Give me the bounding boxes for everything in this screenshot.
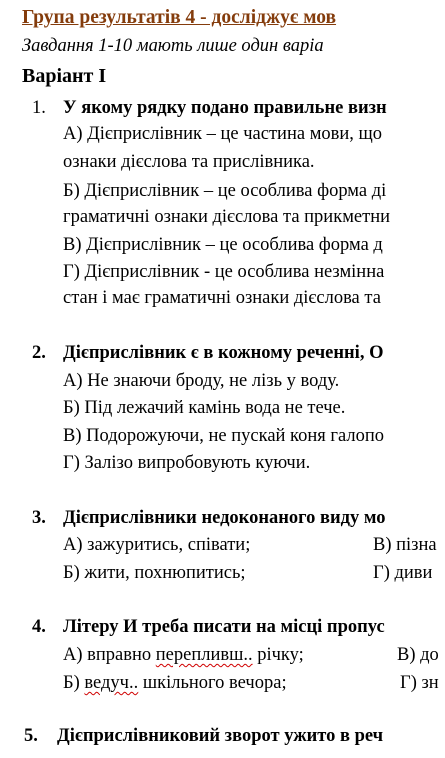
q3-option-g: Г) диви <box>373 563 433 583</box>
q1-text: У якому рядку подано правильне визн <box>63 98 387 118</box>
q4-option-a-prefix: А) вправно <box>63 645 156 665</box>
q2-text: Дієприслівник є в кожному реченні, О <box>63 343 384 363</box>
q3-number: 3. <box>32 508 46 528</box>
section-header: Група результатів 4 - досліджує мов <box>22 7 337 28</box>
q4-option-a-suffix: річку; <box>252 645 304 665</box>
q4-number: 4. <box>32 617 46 637</box>
q5-text: Дієприслівниковий зворот ужито в реч <box>57 726 384 746</box>
q5-number: 5. <box>24 726 38 746</box>
spellcheck-word: перепливш.. <box>155 645 253 665</box>
spellcheck-word: ведуч.. <box>84 673 139 693</box>
instruction-text: Завдання 1-10 мають лише один варіа <box>22 36 324 56</box>
q1-line: Г) Дієприслівник - це особлива незмінна <box>63 262 385 282</box>
q3-option-b: Б) жити, похнюпитись; <box>63 563 246 583</box>
q2-line: В) Подорожуючи, не пускай коня галопо <box>63 426 384 446</box>
q2-line: Г) Залізо випробовують куючи. <box>63 453 311 473</box>
q4-option-a <box>63 643 304 667</box>
q1-line: В) Дієприслівник – це особлива форма д <box>63 235 383 255</box>
q4-option-b-prefix: Б) <box>63 673 85 693</box>
q1-line: Б) Дієприслівник – це особлива форма ді <box>63 181 387 201</box>
q4-option-b-suffix: шкільного вечора; <box>138 673 287 693</box>
q1-line: А) Дієприслівник – це частина мови, що <box>63 124 383 144</box>
q4-option-b <box>63 671 287 695</box>
q3-option-a: А) зажуритись, співати; <box>63 535 251 555</box>
q1-line: ознаки дієслова та прислівника. <box>63 152 315 172</box>
q1-line: стан і має граматичні ознаки дієслова та <box>63 288 381 308</box>
q3-option-v: В) пізна <box>373 535 437 555</box>
q2-line: А) Не знаючи броду, не лізь у воду. <box>63 371 340 391</box>
q1-number: 1. <box>32 98 46 118</box>
q2-number: 2. <box>32 343 46 363</box>
q4-text: Літеру И треба писати на місці пропус <box>63 617 385 637</box>
variant-title: Варіант І <box>22 65 107 87</box>
q2-line: Б) Під лежачий камінь вода не тече. <box>63 398 346 418</box>
q1-line: граматичні ознаки дієслова та прикметни <box>63 207 391 227</box>
q4-option-g: Г) зн <box>400 673 439 693</box>
q3-text: Дієприслівники недоконаного виду мо <box>63 508 386 528</box>
q4-option-v: В) до <box>397 645 439 665</box>
